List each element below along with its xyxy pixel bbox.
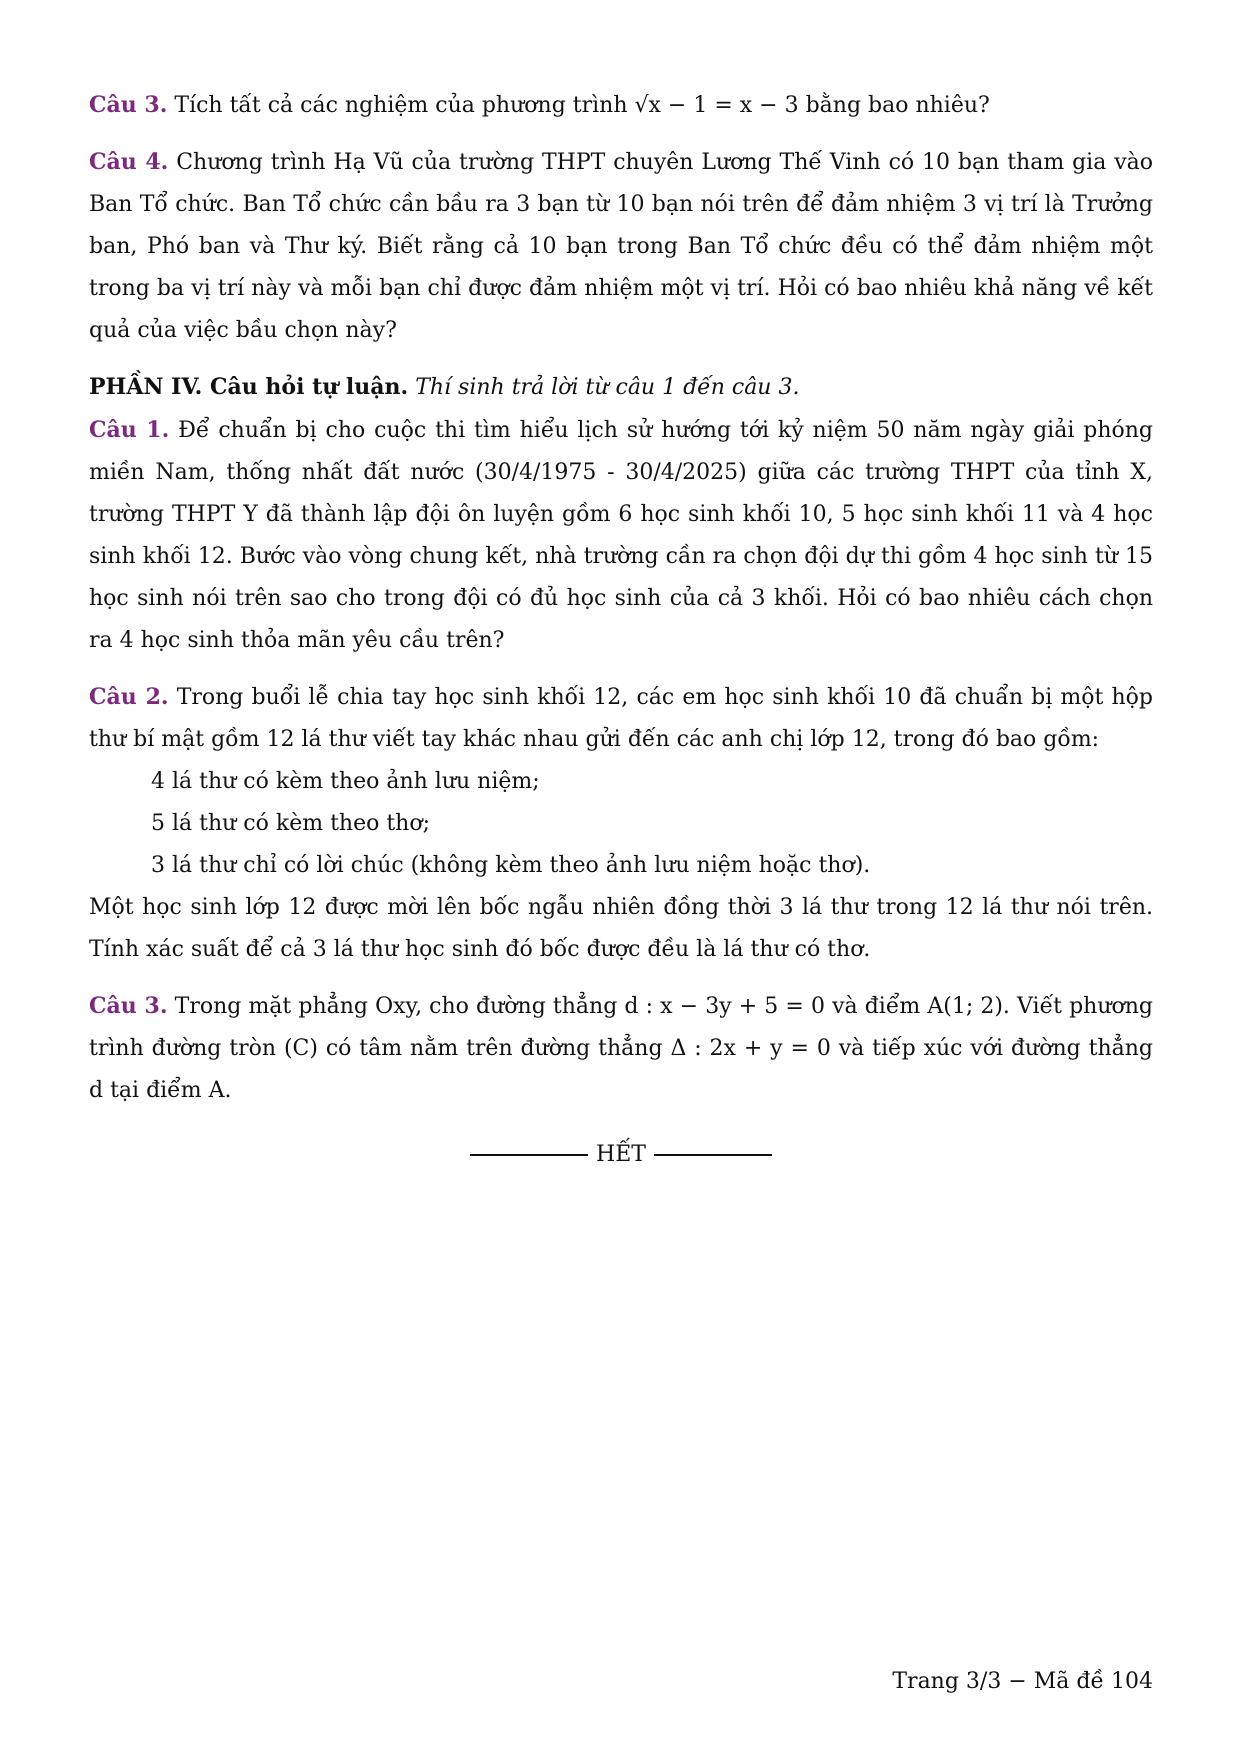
exam-page bbox=[89, 84, 1153, 1176]
question-intro: Trong buổi lễ chia tay học sinh khối 12, các em học sinh khối 10 đã chuẩn bị một hộp thư bí mật gồm 12 lá thư viết tay khác nhau gửi đến các anh chị lớp 12, trong đó bao gồm: bbox=[89, 685, 1154, 752]
list-item: 3 lá thư chỉ có lời chúc (không kèm theo ảnh lưu niệm hoặc thơ). bbox=[151, 853, 871, 878]
question-label: Câu 3. bbox=[89, 92, 168, 118]
question-4-top bbox=[89, 141, 1153, 352]
essay-question-1 bbox=[89, 409, 1153, 662]
question-label: Câu 1. bbox=[89, 417, 170, 443]
question-text: Chương trình Hạ Vũ của trường THPT chuyên Lương Thế Vinh có 10 bạn tham gia vào Ban Tổ chức. Ban Tổ chức cần bầu ra 3 bạn từ 10 bạn nói trên để đảm nhiệm 3 vị trí là Trưởng ban, Phó ban và Thư ký. Biết rằng cả 10 bạn trong Ban Tổ chức đều có thể đảm nhiệm một trong ba vị trí này và mỗi bạn chỉ được đảm nhiệm một vị trí. Hỏi có bao nhiêu khả năng về kết quả của việc bầu chọn này? bbox=[89, 150, 1153, 343]
divider bbox=[470, 1154, 588, 1156]
question-3-top bbox=[89, 84, 1153, 127]
list-item: 5 lá thư có kèm theo thơ; bbox=[151, 811, 431, 836]
divider bbox=[654, 1154, 772, 1156]
question-text: Trong mặt phẳng Oxy, cho đường thẳng d : x − 3y + 5 = 0 và điểm A(1; 2). Viết phương trình đường tròn (C) có tâm nằm trên đường thẳng Δ : 2x + y = 0 và tiếp xúc với đường thẳng d tại điểm A. bbox=[89, 994, 1153, 1103]
end-marker bbox=[89, 1134, 1153, 1176]
question-text: Để chuẩn bị cho cuộc thi tìm hiểu lịch sử hướng tới kỷ niệm 50 năm ngày giải phóng miền Nam, thống nhất đất nước (30/4/1975 - 30/4/2025) giữa các trường THPT của tỉnh X, trường THPT Y đã thành lập đội ôn luyện gồm 6 học sinh khối 10, 5 học sinh khối 11 và 4 học sinh khối 12. Bước vào vòng chung kết, nhà trường cần ra chọn đội dự thi gồm 4 học sinh từ 15 học sinh nói trên sao cho trong đội có đủ học sinh của cả 3 khối. Hỏi có bao nhiêu cách chọn ra 4 học sinh thỏa mãn yêu cầu trên? bbox=[89, 418, 1153, 653]
essay-question-2 bbox=[89, 676, 1153, 761]
question-label: Câu 3. bbox=[89, 993, 168, 1019]
page-footer: Trang 3/3 − Mã đề 104 bbox=[892, 1669, 1153, 1694]
question-closing: Một học sinh lớp 12 được mời lên bốc ngẫu nhiên đồng thời 3 lá thư trong 12 lá thư nói trên. Tính xác suất để cả 3 lá thư học sinh đó bốc được đều là lá thư có thơ. bbox=[89, 895, 1153, 962]
end-text: HẾT bbox=[596, 1142, 646, 1167]
question-label: Câu 4. bbox=[89, 149, 169, 175]
section-note: Thí sinh trả lời từ câu 1 đến câu 3. bbox=[415, 375, 800, 400]
list-item: 4 lá thư có kèm theo ảnh lưu niệm; bbox=[151, 769, 540, 794]
question-label: Câu 2. bbox=[89, 684, 169, 710]
question-text: Tích tất cả các nghiệm của phương trình √x − 1 = x − 3 bằng bao nhiêu? bbox=[174, 93, 990, 118]
essay-question-3 bbox=[89, 985, 1153, 1112]
section-title: PHẦN IV. Câu hỏi tự luận. bbox=[89, 374, 409, 400]
section-4-heading bbox=[89, 366, 1153, 409]
